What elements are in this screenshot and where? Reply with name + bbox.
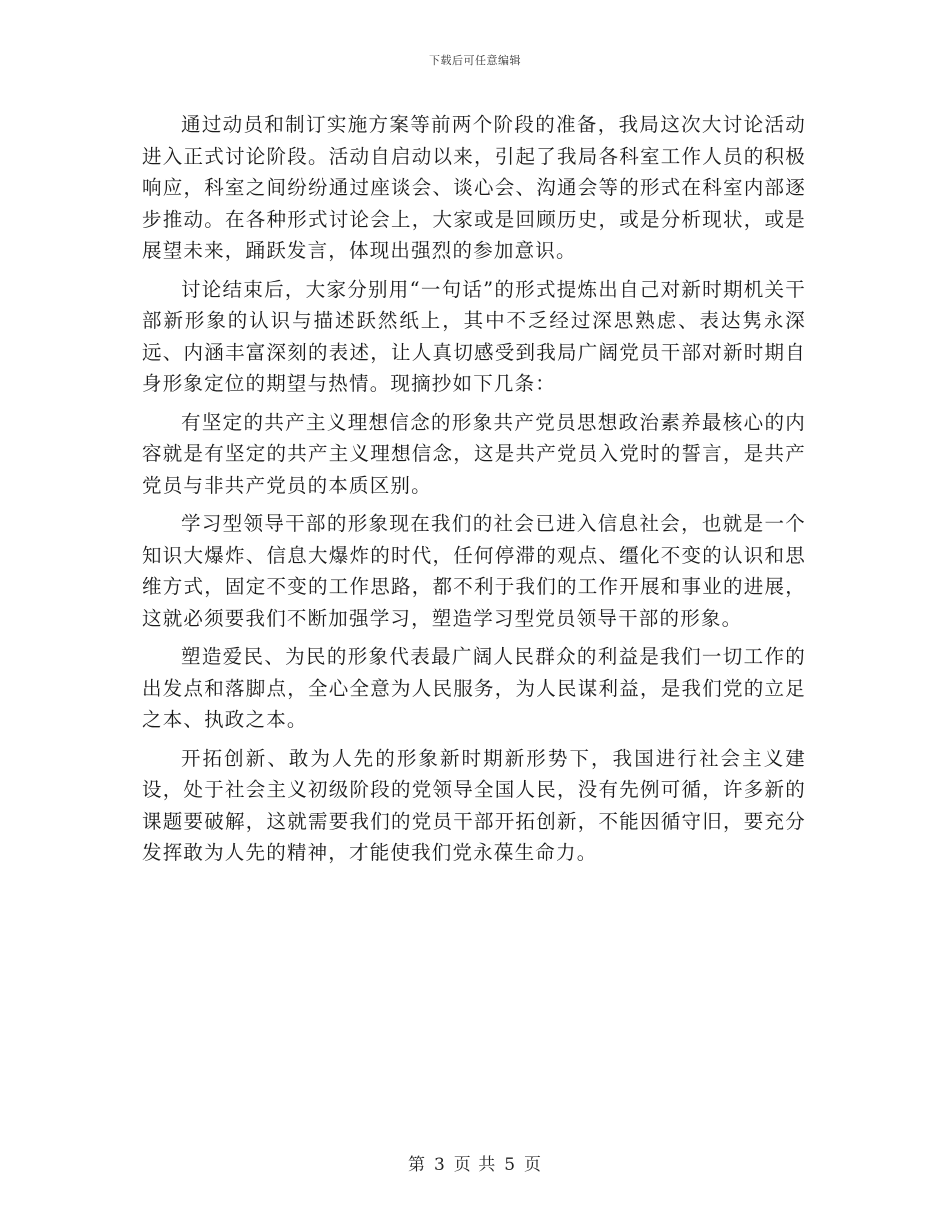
paragraph: 通过动员和制订实施方案等前两个阶段的准备，我局这次大讨论活动进入正式讨论阶段。活动自启动以来，引起了我局各科室工作人员的积极响应，科室之间纷纷通过座谈会、谈心会、沟通会等的形式在科室内部逐步推动。在各种形式讨论会上，大家或是回顾历史，或是分析现状，或是展望未来，踊跃发言，体现出强烈的参加意识。 [142, 113, 806, 262]
current-page-number: 3 [433, 1155, 446, 1175]
document-body [142, 109, 806, 876]
total-page-count: 5 [504, 1155, 517, 1175]
paragraph: 有坚定的共产主义理想信念的形象共产党员思想政治素养最核心的内容就是有坚定的共产主义理想信念，这是共产党员入党时的誓言，是共产党员与非共产党员的本质区别。 [142, 410, 806, 497]
paragraph: 塑造爱民、为民的形象代表最广阔人民群众的利益是我们一切工作的出发点和落脚点，全心全意为人民服务，为人民谋利益，是我们党的立足之本、执政之本。 [142, 645, 806, 731]
page-number-footer [0, 1150, 950, 1175]
footer-prefix: 第 [407, 1155, 426, 1175]
footer-suffix: 页 [524, 1155, 543, 1175]
page-header: 下载后可任意编辑 [429, 54, 521, 67]
paragraph: 讨论结束后，大家分别用“一句话”的形式提炼出自己对新时期机关干部新形象的认识与描述跃然纸上，其中不乏经过深思熟虑、表达隽永深远、内涵丰富深刻的表述，让人真切感受到我局广阔党员干部对新时期自身形象定位的期望与热情。现摘抄如下几条： [142, 277, 806, 395]
paragraph: 学习型领导干部的形象现在我们的社会已进入信息社会，也就是一个知识大爆炸、信息大爆炸的时代，任何停滞的观点、缰化不变的认识和思维方式，固定不变的工作思路，都不利于我们的工作开展和事业的进展，这就必须要我们不断加强学习，塑造学习型党员领导干部的形象。 [142, 512, 806, 630]
footer-mid: 页 共 [453, 1155, 497, 1175]
paragraph: 开拓创新、敢为人先的形象新时期新形势下，我国进行社会主义建设，处于社会主义初级阶段的党领导全国人民，没有先例可循，许多新的课题要破解，这就需要我们的党员干部开拓创新，不能因循守旧，要充分发挥敢为人先的精神，才能使我们党永葆生命力。 [142, 746, 806, 864]
